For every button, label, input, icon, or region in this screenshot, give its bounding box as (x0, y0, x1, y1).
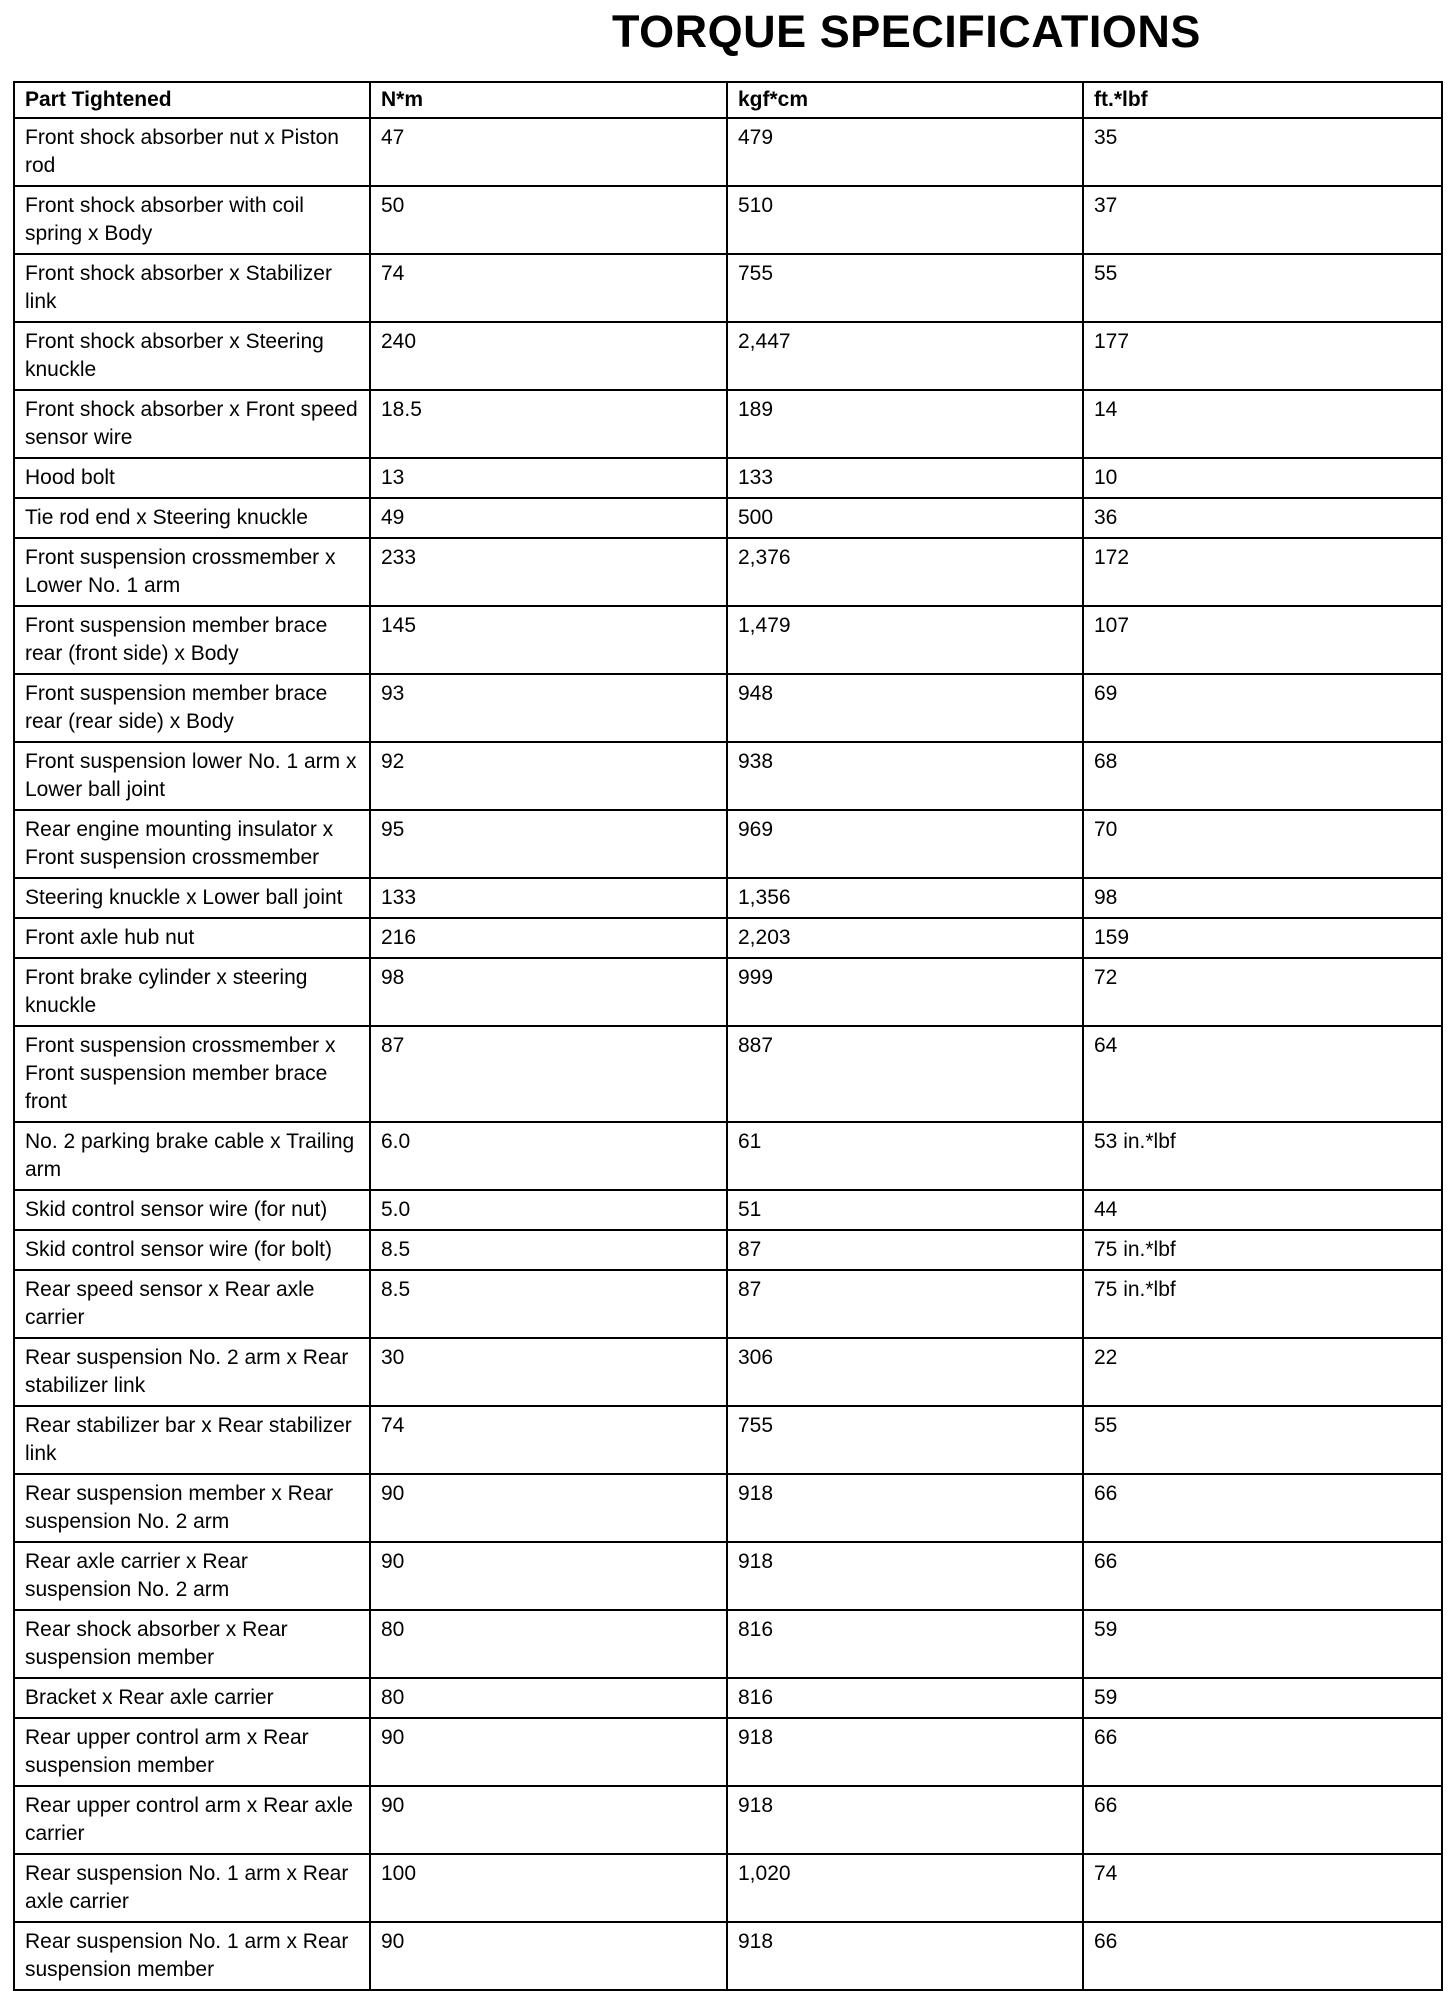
ft-lbf-cell: 66 (1083, 1474, 1442, 1542)
nm-cell: 90 (370, 1474, 727, 1542)
kgf-cm-cell: 755 (727, 254, 1083, 322)
part-cell: Front suspension crossmember x Front suspension member brace front (14, 1026, 370, 1122)
table-row (14, 390, 1442, 458)
nm-cell: 95 (370, 810, 727, 878)
part-cell: Hood bolt (14, 458, 370, 498)
table-row (14, 1270, 1442, 1338)
nm-cell: 50 (370, 186, 727, 254)
part-cell: Front shock absorber with coil spring x Body (14, 186, 370, 254)
part-cell: Front suspension crossmember x Lower No. 1 arm (14, 538, 370, 606)
part-cell: Rear stabilizer bar x Rear stabilizer link (14, 1406, 370, 1474)
nm-cell: 90 (370, 1542, 727, 1610)
table-row (14, 1406, 1442, 1474)
nm-cell: 92 (370, 742, 727, 810)
part-cell: Front shock absorber x Front speed sensor wire (14, 390, 370, 458)
table-row (14, 1610, 1442, 1678)
table-row (14, 1718, 1442, 1786)
part-cell: Rear suspension No. 2 arm x Rear stabilizer link (14, 1338, 370, 1406)
kgf-cm-cell: 61 (727, 1122, 1083, 1190)
ft-lbf-cell: 69 (1083, 674, 1442, 742)
kgf-cm-cell: 2,203 (727, 918, 1083, 958)
part-cell: Front brake cylinder x steering knuckle (14, 958, 370, 1026)
kgf-cm-cell: 918 (727, 1786, 1083, 1854)
kgf-cm-cell: 1,479 (727, 606, 1083, 674)
kgf-cm-cell: 918 (727, 1542, 1083, 1610)
kgf-cm-cell: 918 (727, 1474, 1083, 1542)
table-row (14, 538, 1442, 606)
kgf-cm-cell: 755 (727, 1406, 1083, 1474)
kgf-cm-cell: 133 (727, 458, 1083, 498)
table-row (14, 498, 1442, 538)
table-body (14, 118, 1442, 1990)
part-cell: Front suspension member brace rear (front side) x Body (14, 606, 370, 674)
nm-cell: 216 (370, 918, 727, 958)
kgf-cm-cell: 887 (727, 1026, 1083, 1122)
kgf-cm-cell: 87 (727, 1270, 1083, 1338)
kgf-cm-cell: 2,447 (727, 322, 1083, 390)
table-row (14, 1678, 1442, 1718)
part-cell: Rear shock absorber x Rear suspension member (14, 1610, 370, 1678)
page-title: TORQUE SPECIFICATIONS (612, 6, 1201, 57)
ft-lbf-cell: 53 in.*lbf (1083, 1122, 1442, 1190)
torque-spec-table (13, 81, 1443, 1991)
part-cell: Rear upper control arm x Rear suspension member (14, 1718, 370, 1786)
kgf-cm-cell: 999 (727, 958, 1083, 1026)
nm-cell: 6.0 (370, 1122, 727, 1190)
ft-lbf-cell: 35 (1083, 118, 1442, 186)
table-row (14, 1230, 1442, 1270)
table-row (14, 254, 1442, 322)
ft-lbf-cell: 66 (1083, 1922, 1442, 1990)
header-kgf-cm: kgf*cm (727, 82, 1083, 118)
ft-lbf-cell: 66 (1083, 1786, 1442, 1854)
part-cell: Front axle hub nut (14, 918, 370, 958)
part-cell: Rear axle carrier x Rear suspension No. 2 arm (14, 1542, 370, 1610)
kgf-cm-cell: 2,376 (727, 538, 1083, 606)
part-cell: Front shock absorber x Stabilizer link (14, 254, 370, 322)
kgf-cm-cell: 51 (727, 1190, 1083, 1230)
kgf-cm-cell: 306 (727, 1338, 1083, 1406)
ft-lbf-cell: 36 (1083, 498, 1442, 538)
part-cell: Rear speed sensor x Rear axle carrier (14, 1270, 370, 1338)
kgf-cm-cell: 479 (727, 118, 1083, 186)
table-row (14, 674, 1442, 742)
table-row (14, 1922, 1442, 1990)
part-cell: Rear suspension No. 1 arm x Rear axle carrier (14, 1854, 370, 1922)
ft-lbf-cell: 72 (1083, 958, 1442, 1026)
ft-lbf-cell: 59 (1083, 1610, 1442, 1678)
table-row (14, 958, 1442, 1026)
part-cell: Tie rod end x Steering knuckle (14, 498, 370, 538)
ft-lbf-cell: 55 (1083, 254, 1442, 322)
ft-lbf-cell: 70 (1083, 810, 1442, 878)
table-row (14, 1542, 1442, 1610)
nm-cell: 30 (370, 1338, 727, 1406)
kgf-cm-cell: 918 (727, 1718, 1083, 1786)
table-row (14, 1338, 1442, 1406)
nm-cell: 90 (370, 1922, 727, 1990)
nm-cell: 47 (370, 118, 727, 186)
part-cell: Rear engine mounting insulator x Front suspension crossmember (14, 810, 370, 878)
ft-lbf-cell: 177 (1083, 322, 1442, 390)
part-cell: Front suspension member brace rear (rear side) x Body (14, 674, 370, 742)
kgf-cm-cell: 938 (727, 742, 1083, 810)
nm-cell: 49 (370, 498, 727, 538)
nm-cell: 90 (370, 1718, 727, 1786)
nm-cell: 87 (370, 1026, 727, 1122)
ft-lbf-cell: 66 (1083, 1718, 1442, 1786)
nm-cell: 100 (370, 1854, 727, 1922)
table-header-row (14, 82, 1442, 118)
nm-cell: 74 (370, 1406, 727, 1474)
kgf-cm-cell: 500 (727, 498, 1083, 538)
table-row (14, 1474, 1442, 1542)
nm-cell: 5.0 (370, 1190, 727, 1230)
part-cell: Rear suspension member x Rear suspension No. 2 arm (14, 1474, 370, 1542)
kgf-cm-cell: 1,356 (727, 878, 1083, 918)
nm-cell: 8.5 (370, 1270, 727, 1338)
ft-lbf-cell: 37 (1083, 186, 1442, 254)
part-cell: Rear upper control arm x Rear axle carrier (14, 1786, 370, 1854)
ft-lbf-cell: 22 (1083, 1338, 1442, 1406)
part-cell: Steering knuckle x Lower ball joint (14, 878, 370, 918)
ft-lbf-cell: 59 (1083, 1678, 1442, 1718)
ft-lbf-cell: 159 (1083, 918, 1442, 958)
table-row (14, 118, 1442, 186)
part-cell: Front shock absorber x Steering knuckle (14, 322, 370, 390)
table-row (14, 878, 1442, 918)
table-row (14, 1786, 1442, 1854)
table-row (14, 1190, 1442, 1230)
table-row (14, 458, 1442, 498)
table-row (14, 810, 1442, 878)
kgf-cm-cell: 969 (727, 810, 1083, 878)
ft-lbf-cell: 64 (1083, 1026, 1442, 1122)
nm-cell: 80 (370, 1678, 727, 1718)
ft-lbf-cell: 55 (1083, 1406, 1442, 1474)
ft-lbf-cell: 75 in.*lbf (1083, 1270, 1442, 1338)
nm-cell: 90 (370, 1786, 727, 1854)
ft-lbf-cell: 75 in.*lbf (1083, 1230, 1442, 1270)
kgf-cm-cell: 816 (727, 1678, 1083, 1718)
ft-lbf-cell: 66 (1083, 1542, 1442, 1610)
header-part-tightened: Part Tightened (14, 82, 370, 118)
ft-lbf-cell: 107 (1083, 606, 1442, 674)
nm-cell: 18.5 (370, 390, 727, 458)
nm-cell: 13 (370, 458, 727, 498)
ft-lbf-cell: 74 (1083, 1854, 1442, 1922)
kgf-cm-cell: 189 (727, 390, 1083, 458)
ft-lbf-cell: 68 (1083, 742, 1442, 810)
table-row (14, 186, 1442, 254)
part-cell: Bracket x Rear axle carrier (14, 1678, 370, 1718)
kgf-cm-cell: 816 (727, 1610, 1083, 1678)
part-cell: Skid control sensor wire (for bolt) (14, 1230, 370, 1270)
table-row (14, 1026, 1442, 1122)
part-cell: No. 2 parking brake cable x Trailing arm (14, 1122, 370, 1190)
nm-cell: 8.5 (370, 1230, 727, 1270)
nm-cell: 93 (370, 674, 727, 742)
part-cell: Front shock absorber nut x Piston rod (14, 118, 370, 186)
ft-lbf-cell: 98 (1083, 878, 1442, 918)
nm-cell: 80 (370, 1610, 727, 1678)
kgf-cm-cell: 87 (727, 1230, 1083, 1270)
nm-cell: 233 (370, 538, 727, 606)
kgf-cm-cell: 948 (727, 674, 1083, 742)
table-row (14, 1854, 1442, 1922)
table-row (14, 606, 1442, 674)
kgf-cm-cell: 1,020 (727, 1854, 1083, 1922)
ft-lbf-cell: 10 (1083, 458, 1442, 498)
ft-lbf-cell: 44 (1083, 1190, 1442, 1230)
nm-cell: 133 (370, 878, 727, 918)
header-newton-meter: N*m (370, 82, 727, 118)
part-cell: Front suspension lower No. 1 arm x Lower ball joint (14, 742, 370, 810)
header-ft-lbf: ft.*lbf (1083, 82, 1442, 118)
ft-lbf-cell: 14 (1083, 390, 1442, 458)
part-cell: Skid control sensor wire (for nut) (14, 1190, 370, 1230)
nm-cell: 74 (370, 254, 727, 322)
table-row (14, 918, 1442, 958)
part-cell: Rear suspension No. 1 arm x Rear suspension member (14, 1922, 370, 1990)
kgf-cm-cell: 918 (727, 1922, 1083, 1990)
nm-cell: 145 (370, 606, 727, 674)
table-row (14, 742, 1442, 810)
table-row (14, 1122, 1442, 1190)
nm-cell: 98 (370, 958, 727, 1026)
ft-lbf-cell: 172 (1083, 538, 1442, 606)
kgf-cm-cell: 510 (727, 186, 1083, 254)
table-row (14, 322, 1442, 390)
nm-cell: 240 (370, 322, 727, 390)
